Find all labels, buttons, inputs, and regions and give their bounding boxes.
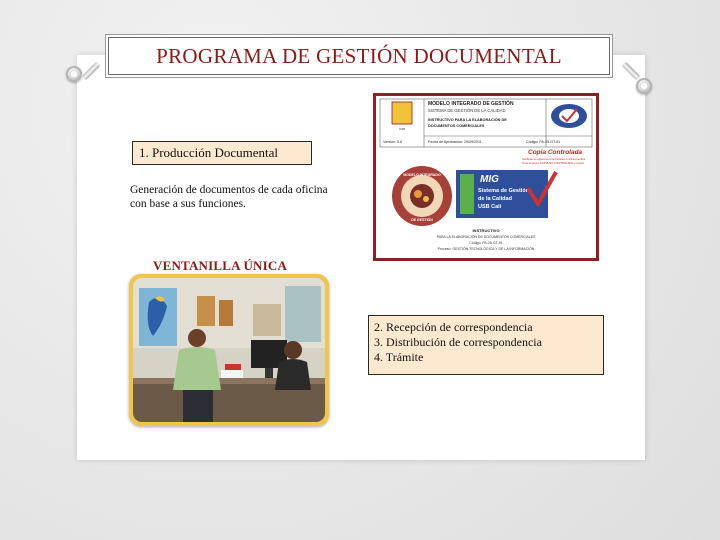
doc-copia-note2: Si se imprime COPIA NO CONTROLADA y expira xyxy=(522,161,584,165)
svg-text:USB: USB xyxy=(398,127,406,131)
section-description: Generación de documentos de cada oficina con base a sus funciones. xyxy=(130,184,328,210)
process-list xyxy=(368,315,604,375)
doc-footer-line2: PARA LA ELABORACIÓN DE DOCUMENTOS COMERCIALES xyxy=(436,235,536,239)
doc-fecha: Fecha de Aprobación: 29/09/2011 xyxy=(428,140,482,144)
doc-header-line2: SISTEMA DE GESTIÓN DE LA CALIDAD xyxy=(428,108,506,113)
section-heading-text: 1. Producción Documental xyxy=(139,145,278,160)
doc-copia-controlada: Copia Controlada xyxy=(528,149,583,156)
section-heading-produccion xyxy=(132,141,312,165)
binder-ring-left xyxy=(66,66,82,82)
doc-copia-note1: Verifique su vigencia en la Intranet en Documentos xyxy=(522,157,586,161)
doc-header-line1: MODELO INTEGRADO DE GESTIÓN xyxy=(428,101,514,107)
doc-footer-line3: Código: PA-25-GT-91 xyxy=(469,241,503,245)
list-item: 2. Recepción de correspondencia xyxy=(374,320,533,334)
doc-header-line4: DOCUMENTOS COMERCIALES xyxy=(428,124,485,128)
seal-text-bottom: DE GESTIÓN xyxy=(411,218,433,222)
seal-text-top: MODELO INTEGRADO xyxy=(403,173,441,177)
mig-line1: Sistema de Gestión xyxy=(478,188,530,194)
mig-line2: de la Calidad xyxy=(478,196,512,202)
doc-version: Versión: 3.6 xyxy=(383,140,402,144)
ventanilla-photo-frame xyxy=(129,274,329,426)
university-logo xyxy=(392,102,412,124)
page-title xyxy=(108,37,610,75)
doc-footer-line4: Proceso: GESTIÓN TECNOLÓGICA Y DE LA INFORMACIÓN xyxy=(437,247,535,251)
instructivo-document-image xyxy=(373,93,599,261)
doc-codigo: Código: PA-25-GT-91 xyxy=(526,140,561,144)
doc-header-line3: INSTRUCTIVO PARA LA ELABORACIÓN DE xyxy=(428,118,507,122)
list-item: 4. Trámite xyxy=(374,350,424,364)
page-title-text: PROGRAMA DE GESTIÓN DOCUMENTAL xyxy=(156,43,562,68)
ventanilla-label: VENTANILLA ÚNICA xyxy=(153,258,288,273)
instructivo-document-graphic xyxy=(376,96,596,258)
ventanilla-photo xyxy=(133,278,325,422)
mig-line3: USB Cali xyxy=(478,204,502,210)
list-item: 3. Distribución de correspondencia xyxy=(374,335,542,349)
mig-title: MIG xyxy=(480,174,499,185)
binder-ring-right xyxy=(636,78,652,94)
doc-footer-line1: INSTRUCTIVO xyxy=(472,228,500,233)
